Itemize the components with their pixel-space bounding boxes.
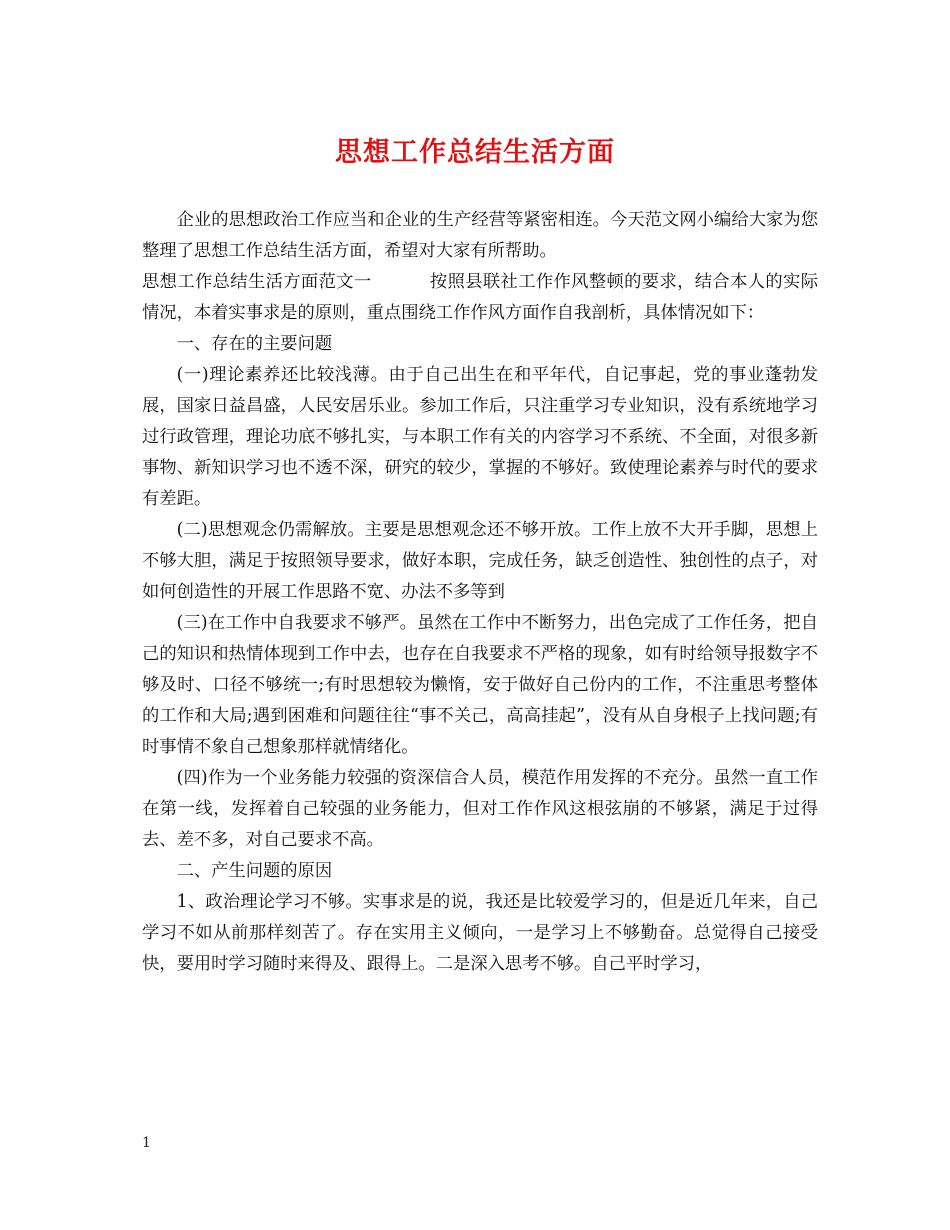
document-body <box>142 205 818 980</box>
paragraph-problem-3: (三)在工作中自我要求不够严。虽然在工作中不断努力，出色完成了工作任务，把自己的知识和热情体现到工作中去，也存在自我要求不严格的现象，如有时给领导报数字不够及时、口径不够统一;有时思想较为懒惰，安于做好自己份内的工作，不注重思考整体的工作和大局;遇到困难和问题往往“事不关己，高高挂起”，没有从自身根子上找问题;有时事情不象自己想象那样就情绪化。 <box>142 613 818 757</box>
page-number: 1 <box>142 1135 151 1151</box>
paragraph-problem-2: (二)思想观念仍需解放。主要是思想观念还不够开放。工作上放不大开手脚，思想上不够大胆，满足于按照领导要求，做好本职，完成任务，缺乏创造性、独创性的点子，对如何创造性的开展工作思路不宽、办法不多等到 <box>142 520 818 602</box>
paragraph-problem-4: (四)作为一个业务能力较强的资深信合人员，模范作用发挥的不充分。虽然一直工作在第一线，发挥着自己较强的业务能力，但对工作作风这根弦崩的不够紧，满足于过得去、差不多，对自己要求不高。 <box>142 768 818 850</box>
paragraph-problem-1: (一)理论素养还比较浅薄。由于自己出生在和平年代，自记事起，党的事业蓬勃发展，国家日益昌盛，人民安居乐业。参加工作后，只注重学习专业知识，没有系统地学习过行政管理，理论功底不够扎实，与本职工作有关的内容学习不系统、不全面，对很多新事物、新知识学习也不透不深，研究的较少，掌握的不够好。致使理论素养与时代的要求有差距。 <box>142 365 818 509</box>
intro-paragraph: 企业的思想政治工作应当和企业的生产经营等紧密相连。今天范文网小编给大家为您整理了思想工作总结生活方面，希望对大家有所帮助。 <box>142 210 818 261</box>
section-heading-causes: 二、产生问题的原因 <box>176 861 333 881</box>
sample-text: 按照县联社工作作风整顿的要求，结合本人的实际情况，本着实事求是的原则，重点围绕工作作风方面作自我剖析，具体情况如下： <box>142 272 818 323</box>
sample-heading: 思想工作总结生活方面范文一 <box>142 272 372 292</box>
section-heading-problems: 一、存在的主要问题 <box>176 334 333 354</box>
paragraph-cause-1: 1、政治理论学习不够。实事求是的说，我还是比较爱学习的，但是近几年来，自己学习不如从前那样刻苦了。存在实用主义倾向，一是学习上不够勤奋。总觉得自己接受快，要用时学习随时来得及、跟得上。二是深入思考不够。自己平时学习， <box>142 892 818 974</box>
document-title: 思想工作总结生活方面 <box>335 137 615 168</box>
sample-paragraph <box>142 267 818 329</box>
